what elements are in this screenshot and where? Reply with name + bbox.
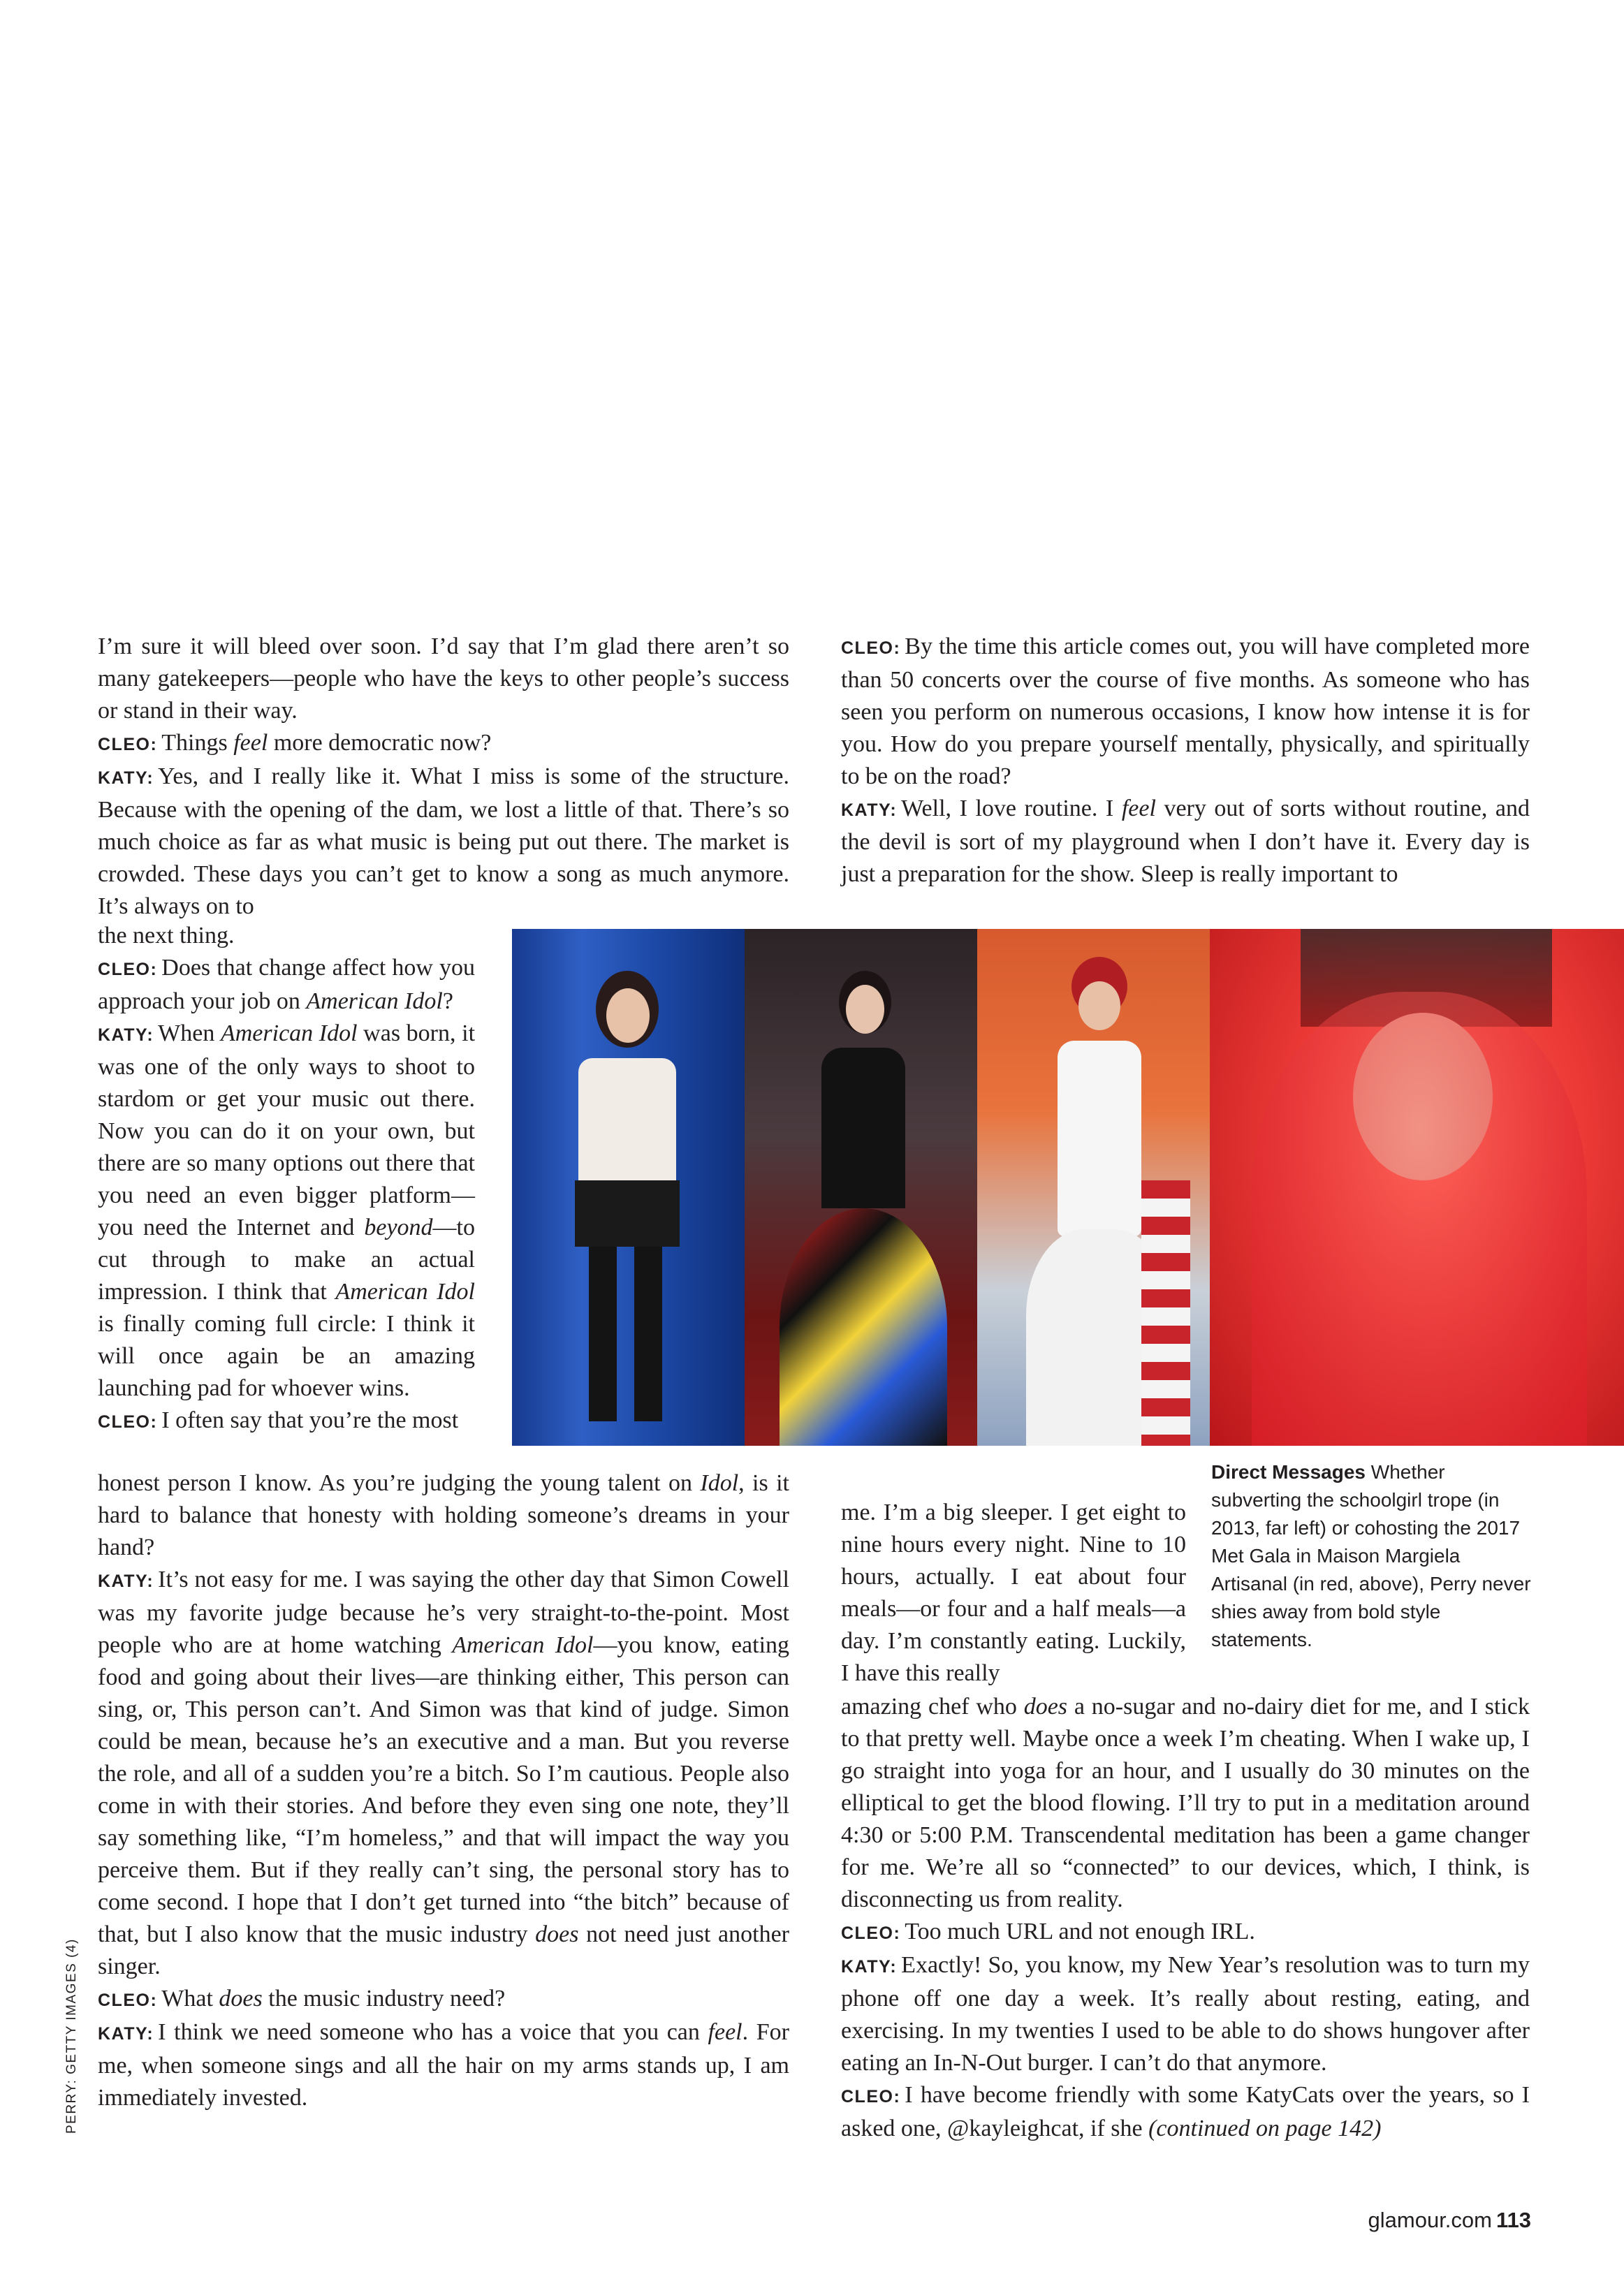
article-paragraph	[98, 920, 475, 952]
paragraph-text: amazing chef who does a no-sugar and no-dairy diet for me, and I stick to that pretty well. Maybe once a week I’m cheating. When I wake up, I go straight into yoga for an hour, and I usually do 30 minutes on the elliptical to get the blood flowing. I’ll try to put in a meditation around 4:30 or 5:00 P.M. Transcendental meditation has been a game changer for me. We’re all so “connected” to our devices, which, I think, is disconnecting us from reality.	[841, 1694, 1530, 1912]
photo-schoolgirl-look	[512, 929, 745, 1446]
article-paragraph	[98, 1405, 475, 1438]
article-paragraph	[98, 761, 789, 923]
paragraph-text: Yes, and I really like it. What I miss is some of the structure. Because with the opening of the dam, we lost a little of that. There’s so much choice as far as what music is being put out there. The market is crowded. These days you can’t get to know a song as much anymore. It’s always on to	[98, 763, 789, 919]
photo-figure-shirt	[578, 1058, 676, 1184]
speaker-label: CLEO:	[841, 1923, 901, 1943]
article-paragraph	[98, 1018, 475, 1405]
article-paragraph	[841, 2079, 1530, 2145]
article-paragraph	[841, 1916, 1530, 1949]
paragraph-text: I often say that you’re the most	[161, 1407, 459, 1433]
paragraph-text: Things feel more democratic now?	[161, 730, 492, 756]
paragraph-text: the next thing.	[98, 923, 235, 948]
article-paragraph	[98, 2016, 789, 2114]
caption-title: Direct Messages	[1211, 1461, 1366, 1483]
page-folio	[1368, 2208, 1531, 2233]
page-number: 113	[1495, 2208, 1531, 2232]
article-paragraph	[841, 1691, 1530, 1916]
article-paragraph	[841, 631, 1530, 793]
speaker-label: CLEO:	[98, 960, 158, 979]
speaker-label: CLEO:	[841, 2087, 901, 2106]
article-column-right-top	[841, 631, 1530, 891]
speaker-label: CLEO:	[98, 735, 158, 754]
paragraph-text: I think we need someone who has a voice that you can feel. For me, when someone sings and all the hair on my arms stands up, I am immediately invested.	[98, 2019, 789, 2111]
photo-figure-gown	[821, 1048, 905, 1208]
paragraph-text: I have become friendly with some KatyCats over the years, so I asked one, @kayleighcat, if she (continued on page 142)	[841, 2082, 1530, 2141]
photo-figure-face	[1078, 981, 1120, 1030]
article-column-right-middle	[841, 1497, 1186, 1690]
photo-red-veil	[1252, 992, 1587, 1446]
article-paragraph	[841, 1949, 1530, 2079]
article-paragraph	[98, 1467, 789, 1564]
paragraph-text: honest person I know. As you’re judging the young talent on Idol, is it hard to balance that honesty with holding someone’s dreams in your hand?	[98, 1470, 789, 1560]
article-paragraph	[841, 793, 1530, 891]
photo-caption	[1211, 1458, 1532, 1654]
photo-strip	[512, 929, 1624, 1446]
photo-figure-leg	[634, 1247, 662, 1421]
speaker-label: KATY:	[98, 768, 154, 788]
article-column-right-bottom	[841, 1691, 1530, 2145]
photo-figure-leg	[589, 1247, 617, 1421]
speaker-label: CLEO:	[98, 1412, 158, 1432]
article-paragraph	[98, 1983, 789, 2016]
photo-credit: PERRY: GETTY IMAGES (4)	[64, 1938, 79, 2134]
article-paragraph	[98, 631, 789, 727]
paragraph-text: It’s not easy for me. I was saying the other day that Simon Cowell was my favorite judge because he’s very straight-to-the-point. Most people who are at home watching American Idol—you know, eating food and going about their lives—are thinking either, This person can sing, or, This person can’t. And Simon was that kind of judge. Simon could be mean, because he’s an executive and a man. But you reverse the role, and all of a sudden you’re a bitch. So I’m cautious. People also come in with their stories. And before they even sing one note, they’ll say something like, “I’m homeless,” and that will impact the way you perceive them. But if they really can’t sing, the personal story has to come second. I hope that I don’t get turned into “the bitch” because of that, but I also know that the music industry does not need just another singer.	[98, 1567, 790, 1979]
speaker-label: KATY:	[98, 1025, 154, 1045]
article-column-left-middle	[98, 920, 475, 1438]
photo-figure-skirt	[575, 1180, 680, 1247]
photo-red-veil-look	[1210, 929, 1624, 1446]
article-paragraph	[98, 1564, 789, 1983]
site-name: glamour.com	[1368, 2208, 1492, 2232]
article-column-left-top	[98, 631, 789, 923]
paragraph-text: Does that change affect how you approach your job on American Idol?	[98, 955, 475, 1014]
paragraph-text: Too much URL and not enough IRL.	[905, 1919, 1255, 1944]
photo-figure-gown	[1058, 1041, 1141, 1236]
photo-black-gown	[745, 929, 977, 1446]
photo-white-gown	[977, 929, 1210, 1446]
caption-text: Whether subverting the schoolgirl trope (in 2013, far left) or cohosting the 2017 Met Gala in Maison Margiela Artisanal (in red, above), Perry never shies away from bold style statements.	[1211, 1461, 1531, 1650]
article-paragraph	[98, 727, 789, 761]
paragraph-text: me. I’m a big sleeper. I get eight to nine hours every night. Nine to 10 hours, actually. I eat about four meals—or four and a half meals—a day. I’m constantly eating. Luckily, I have this really	[841, 1500, 1186, 1686]
paragraph-text: Well, I love routine. I feel very out of sorts without routine, and the devil is sort of my playground when I don’t have it. Every day is just a preparation for the show. Sleep is really important to	[841, 796, 1530, 887]
photo-flag-stripes	[1141, 1180, 1190, 1446]
photo-figure-skirt	[780, 1208, 947, 1446]
paragraph-text: What does the music industry need?	[161, 1986, 506, 2011]
article-column-left-bottom	[98, 1467, 789, 2114]
paragraph-text: I’m sure it will bleed over soon. I’d say that I’m glad there aren’t so many gatekeepers—people who have the keys to other people’s success or stand in their way.	[98, 633, 789, 724]
speaker-label: CLEO:	[841, 638, 901, 658]
speaker-label: CLEO:	[98, 1991, 158, 2010]
speaker-label: KATY:	[841, 800, 898, 820]
article-paragraph	[841, 1497, 1186, 1690]
article-paragraph	[98, 952, 475, 1018]
paragraph-text: By the time this article comes out, you will have completed more than 50 concerts over the course of five months. As someone who has seen you perform on numerous occasions, I know how intense it is for you. How do you prepare yourself mentally, physically, and spiritually to be on the road?	[841, 633, 1530, 789]
speaker-label: KATY:	[841, 1957, 898, 1977]
speaker-label: KATY:	[98, 1571, 154, 1591]
paragraph-text: When American Idol was born, it was one of the only ways to shoot to stardom or get your music out there. Now you can do it on your own, but there are so many options out there that you need an even bigger platform—you need the Internet and beyond—to cut through to make an actual impression. I think that American Idol is finally coming full circle: I think it will once again be an amazing launching pad for whoever wins.	[98, 1020, 476, 1401]
photo-figure-face	[846, 985, 884, 1034]
photo-figure-face	[606, 988, 650, 1043]
paragraph-text: Exactly! So, you know, my New Year’s resolution was to turn my phone off one day a week. It’s really about resting, eating, and exercising. In my twenties I used to be able to do shows hungover after eating an In-N-Out burger. I can’t do that anymore.	[841, 1952, 1530, 2076]
speaker-label: KATY:	[98, 2024, 154, 2044]
